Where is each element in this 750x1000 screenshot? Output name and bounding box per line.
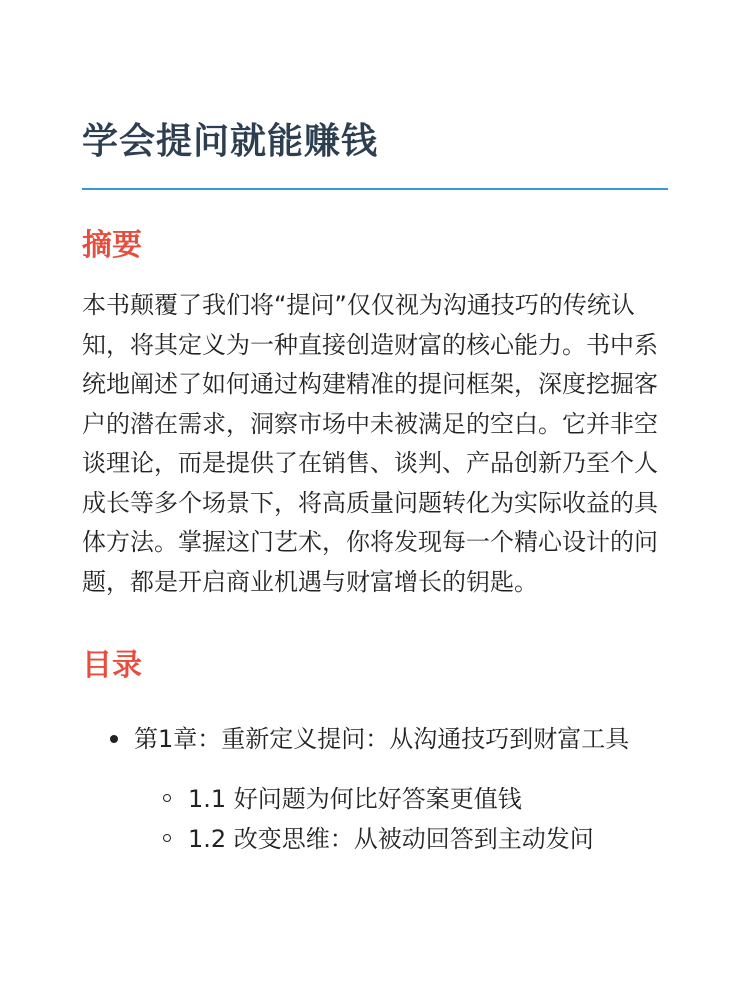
title-divider: [82, 188, 668, 190]
toc-section-1-2: [134, 820, 668, 858]
summary-paragraph: 本书颠覆了我们将“提问”仅仅视为沟通技巧的传统认知，将其定义为一种直接创造财富的核心能力。书中系统地阐述了如何通过构建精准的提问框架，深度挖掘客户的潜在需求，洞察市场中未被满足的空白。它并非空谈理论，而是提供了在销售、谈判、产品创新乃至个人成长等多个场景下，将高质量问题转化为实际收益的具体方法。掌握这门艺术，你将发现每一个精心设计的问题，都是开启商业机遇与财富增长的钥匙。: [82, 291, 658, 596]
toc-section-1-1: [134, 780, 668, 818]
toc-heading: 目录: [82, 648, 142, 683]
summary-heading: 摘要: [82, 228, 142, 263]
section-label: 1.1 好问题为何比好答案更值钱: [188, 785, 522, 813]
section-label: 1.2 改变思维：从被动回答到主动发问: [188, 825, 594, 853]
chapter-label: 第1章：重新定义提问：从沟通技巧到财富工具: [134, 725, 630, 753]
bullet-circle-icon: [163, 834, 171, 842]
table-of-contents: [82, 720, 668, 858]
toc-chapter-1: [82, 720, 668, 858]
book-title: 学会提问就能赚钱: [82, 121, 379, 162]
bullet-circle-icon: [163, 794, 171, 802]
chapter-1-sections: [134, 780, 668, 858]
bullet-disc-icon: [110, 735, 118, 743]
